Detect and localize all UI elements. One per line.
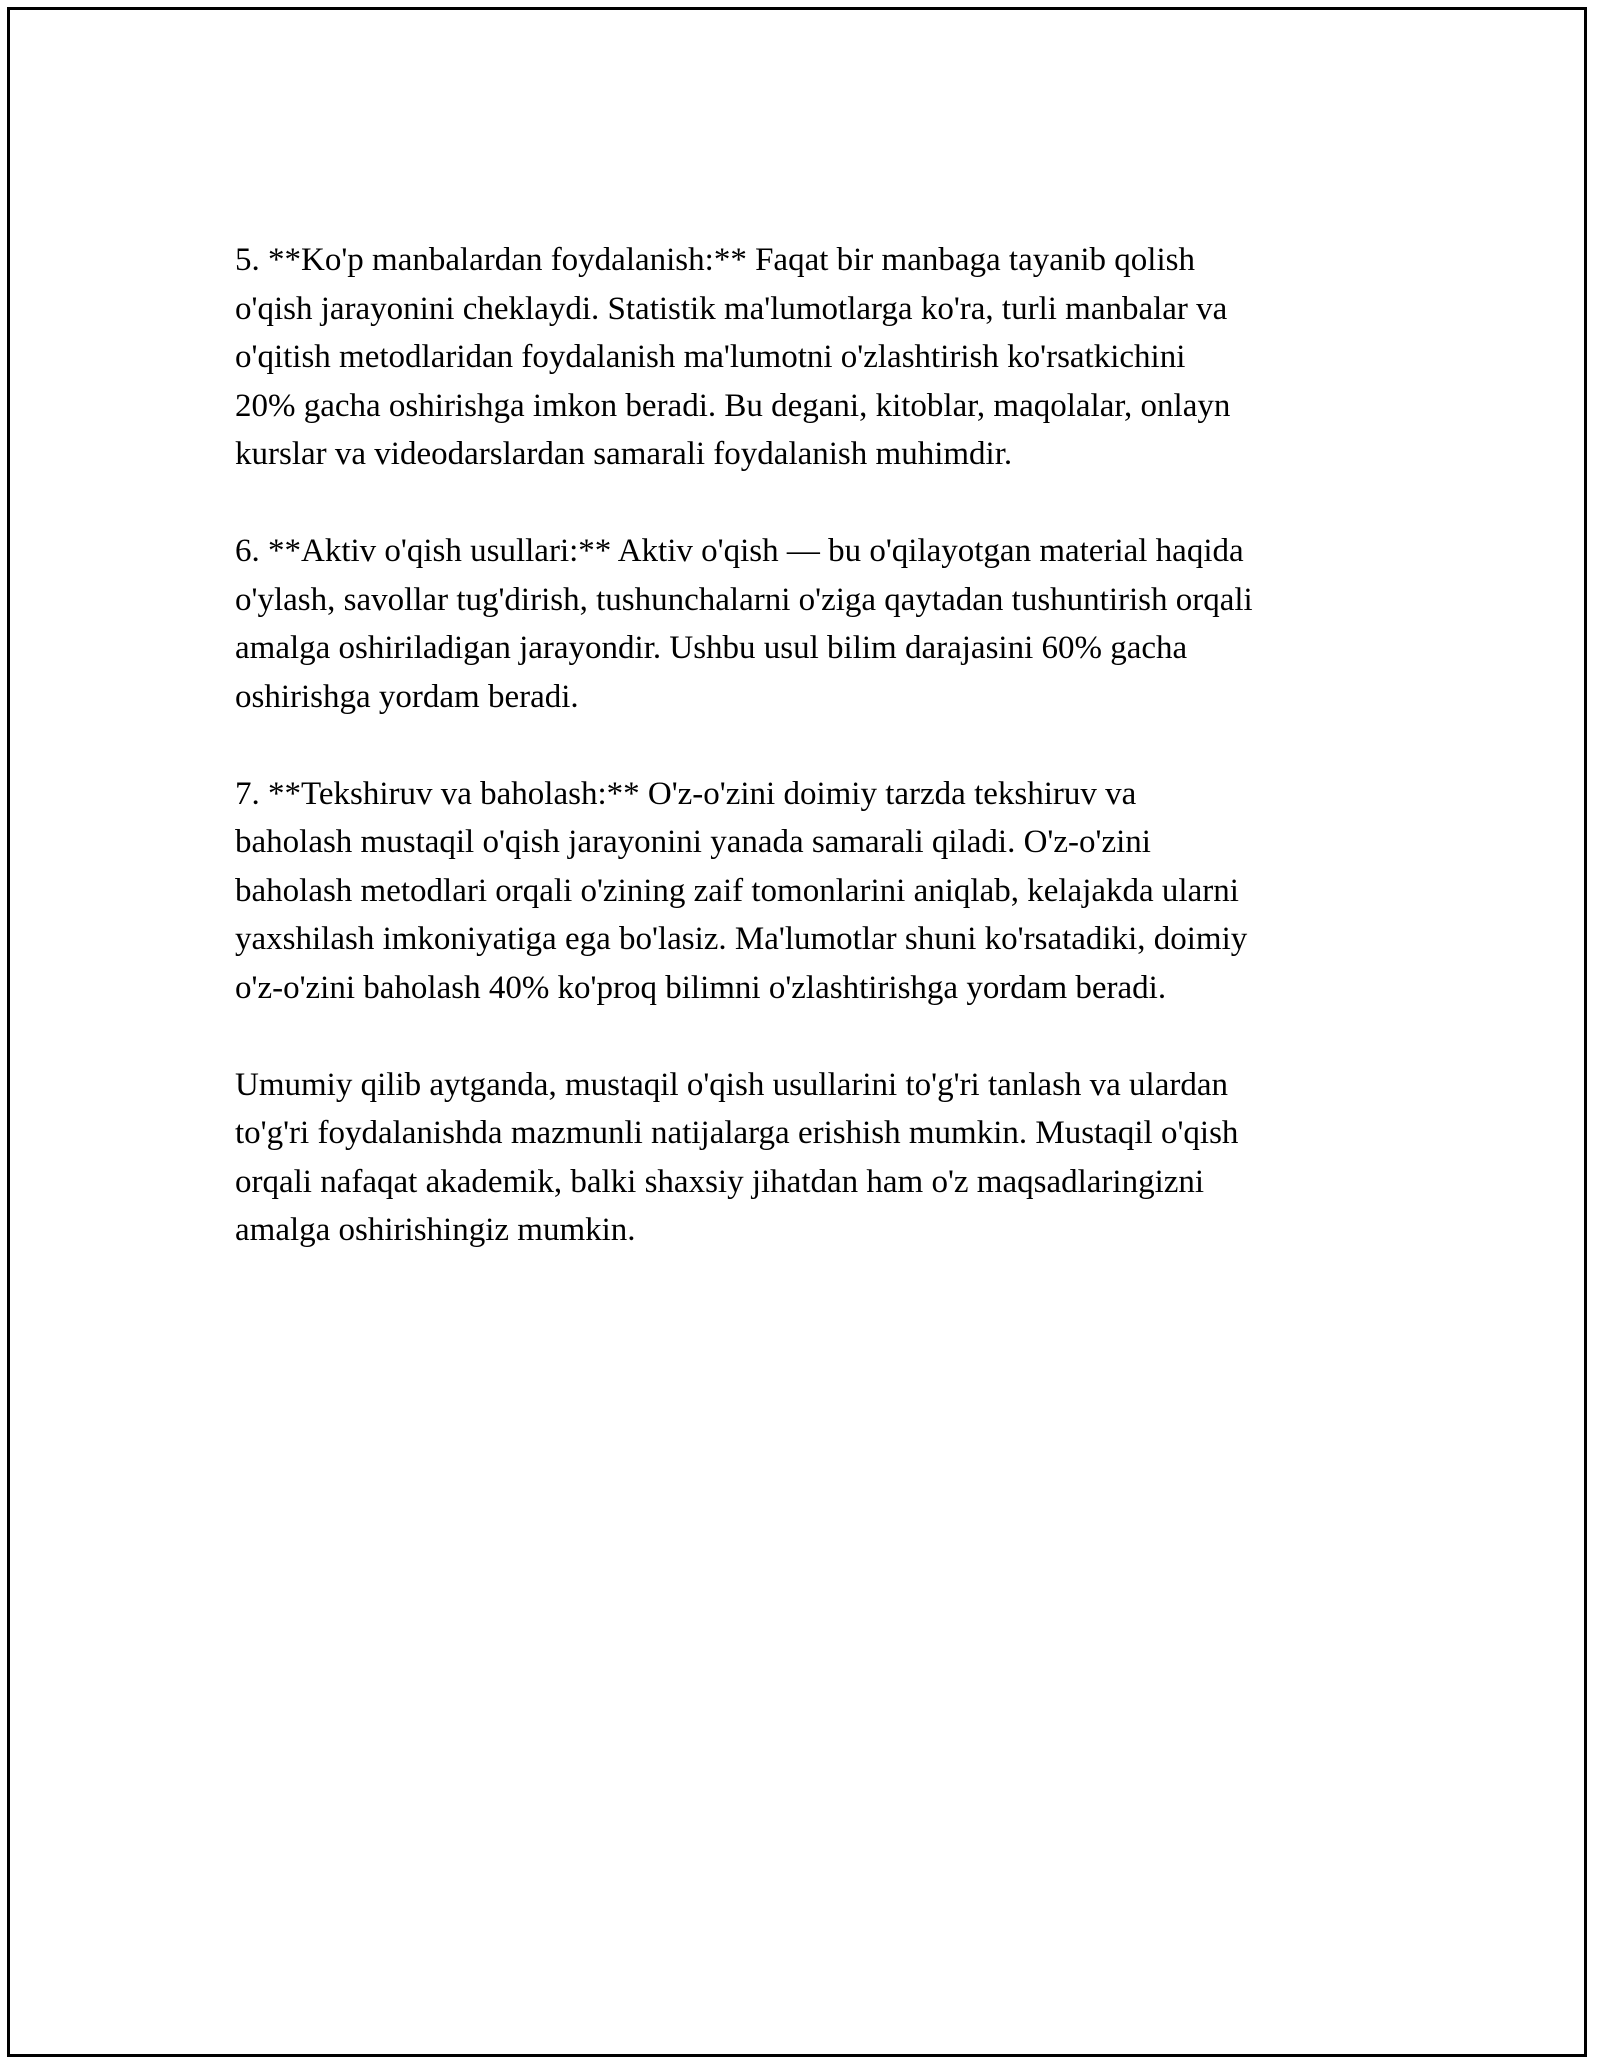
paragraph-self-assessment: 7. **Tekshiruv va baholash:** O'z-o'zini doimiy tarzda tekshiruv va baholash mustaqil o'qish jarayonini yanada samarali qiladi. O'z-o'zini baholash metodlari orqali o'zining zaif tomonlarini aniqlab, kelajakda ularni yaxshilash imkoniyatiga ega bo'lasiz. Ma'lumotlar shuni ko'rsatadiki, doimiy o'z-o'zini baholash 40% ko'proq bilimni o'zlashtirishga yordam beradi.	[235, 775, 1248, 1006]
paragraph-active-reading: 6. **Aktiv o'qish usullari:** Aktiv o'qish — bu o'qilayotgan material haqida o'ylash, savollar tug'dirish, tushunchalarni o'ziga qaytadan tushuntirish orqali amalga oshiriladigan jarayondir. Ushbu usul bilim darajasini 60% gacha oshirishga yordam beradi.	[235, 533, 1253, 715]
document-body	[235, 236, 1375, 1303]
paragraph-multiple-sources: 5. **Ko'p manbalardan foydalanish:** Faqat bir manbaga tayanib qolish o'qish jarayonini cheklaydi. Statistik ma'lumotlarga ko'ra, turli manbalar va o'qitish metodlaridan foydalanish ma'lumotni o'zlashtirish ko'rsatkichini 20% gacha oshirishga imkon beradi. Bu degani, kitoblar, maqolalar, onlayn kurslar va videodarslardan samarali foydalanish muhimdir.	[235, 242, 1231, 472]
paragraph-conclusion: Umumiy qilib aytganda, mustaqil o'qish usullarini to'g'ri tanlash va ulardan to'g'ri foydalanishda mazmunli natijalarga erishish mumkin. Mustaqil o'qish orqali nafaqat akademik, balki shaxsiy jihatdan ham o'z maqsadlaringizni amalga oshirishingiz mumkin.	[235, 1066, 1239, 1248]
